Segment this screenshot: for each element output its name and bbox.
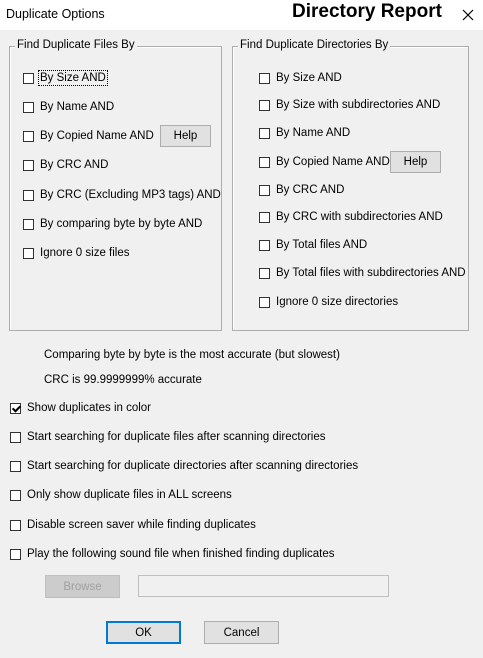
sound-file-input[interactable] xyxy=(138,575,389,597)
checkbox[interactable] xyxy=(259,128,270,139)
checkbox[interactable] xyxy=(23,248,34,259)
dirs-option-total-files[interactable] xyxy=(259,237,367,253)
checkbox[interactable] xyxy=(23,131,34,142)
checkbox[interactable] xyxy=(10,549,21,560)
window-title: Duplicate Options xyxy=(6,7,105,21)
checkbox[interactable] xyxy=(259,212,270,223)
checkbox[interactable] xyxy=(259,297,270,308)
option-label: By comparing byte by byte AND xyxy=(40,218,203,230)
option-label: Show duplicates in color xyxy=(27,402,152,414)
setting-search-files-after-scan[interactable] xyxy=(10,429,326,445)
checkbox[interactable] xyxy=(23,190,34,201)
checkbox[interactable] xyxy=(10,520,21,531)
setting-only-show-duplicates[interactable] xyxy=(10,487,232,503)
dirs-option-total-files-subdirs[interactable] xyxy=(259,265,466,281)
setting-show-duplicates-color[interactable] xyxy=(10,400,151,416)
checkbox[interactable] xyxy=(23,73,34,84)
option-label: By Copied Name AND xyxy=(276,156,390,168)
option-label: By Size AND xyxy=(276,72,342,84)
files-option-size[interactable] xyxy=(23,70,106,86)
setting-disable-screensaver[interactable] xyxy=(10,517,256,533)
checkbox[interactable] xyxy=(10,403,21,414)
option-label: By Total files with subdirectories AND xyxy=(276,267,466,279)
browse-button[interactable]: Browse xyxy=(45,575,120,598)
dirs-help-button[interactable]: Help xyxy=(390,151,441,173)
dirs-option-copied-name[interactable] xyxy=(259,154,390,170)
files-group xyxy=(9,39,222,331)
option-label: By CRC AND xyxy=(40,159,109,171)
dirs-option-crc-subdirs[interactable] xyxy=(259,209,443,225)
dirs-option-size-subdirs[interactable] xyxy=(259,97,440,113)
option-label: Ignore 0 size files xyxy=(40,247,130,259)
option-label: By Name AND xyxy=(40,101,115,113)
brand-title: Directory Report xyxy=(292,1,442,22)
checkbox[interactable] xyxy=(10,461,21,472)
checkbox[interactable] xyxy=(259,240,270,251)
option-label: Ignore 0 size directories xyxy=(276,296,399,308)
option-label: Play the following sound file when finished finding duplicates xyxy=(27,548,335,560)
cancel-button[interactable]: Cancel xyxy=(204,621,279,644)
checkbox[interactable] xyxy=(259,100,270,111)
option-label: By Copied Name AND xyxy=(40,130,154,142)
option-label: Only show duplicate files in ALL screens xyxy=(27,489,232,501)
files-option-name[interactable] xyxy=(23,99,114,115)
files-group-title: Find Duplicate Files By xyxy=(17,39,135,51)
checkbox[interactable] xyxy=(23,219,34,230)
option-label: By CRC (Excluding MP3 tags) AND xyxy=(40,189,221,201)
checkbox[interactable] xyxy=(10,432,21,443)
accuracy-note: Comparing byte by byte is the most accurate (but slowest) xyxy=(44,349,340,361)
option-label: By Total files AND xyxy=(276,239,368,251)
close-icon[interactable] xyxy=(456,3,480,27)
dirs-option-ignore-zero-size[interactable] xyxy=(259,294,398,310)
setting-search-dirs-after-scan[interactable] xyxy=(10,458,358,474)
checkbox[interactable] xyxy=(10,490,21,501)
option-label: Start searching for duplicate directories after scanning directories xyxy=(27,460,359,472)
ok-button[interactable]: OK xyxy=(106,621,181,644)
checkbox[interactable] xyxy=(23,160,34,171)
option-label: By Name AND xyxy=(276,127,351,139)
dirs-option-crc[interactable] xyxy=(259,182,344,198)
option-label: Disable screen saver while finding duplicates xyxy=(27,519,256,531)
option-label: By Size AND xyxy=(40,72,106,84)
setting-play-sound[interactable] xyxy=(10,546,335,562)
checkbox[interactable] xyxy=(23,102,34,113)
checkbox[interactable] xyxy=(259,157,270,168)
files-help-button[interactable]: Help xyxy=(160,125,211,147)
directories-group-title: Find Duplicate Directories By xyxy=(240,39,389,51)
checkbox[interactable] xyxy=(259,185,270,196)
files-option-copied-name[interactable] xyxy=(23,128,154,144)
checkbox[interactable] xyxy=(259,73,270,84)
option-label: By Size with subdirectories AND xyxy=(276,99,441,111)
title-bar xyxy=(0,0,483,30)
files-option-byte-by-byte[interactable] xyxy=(23,216,202,232)
dirs-option-size[interactable] xyxy=(259,70,342,86)
option-label: By CRC with subdirectories AND xyxy=(276,211,443,223)
checkbox[interactable] xyxy=(259,268,270,279)
crc-accuracy-note: CRC is 99.9999999% accurate xyxy=(44,374,202,386)
directories-group xyxy=(232,39,469,331)
option-label: By CRC AND xyxy=(276,184,345,196)
option-label: Start searching for duplicate files after scanning directories xyxy=(27,431,326,443)
dirs-option-name[interactable] xyxy=(259,125,350,141)
files-option-crc-excluding-mp3[interactable] xyxy=(23,187,221,203)
files-option-crc[interactable] xyxy=(23,157,108,173)
files-option-ignore-zero-size[interactable] xyxy=(23,245,130,261)
